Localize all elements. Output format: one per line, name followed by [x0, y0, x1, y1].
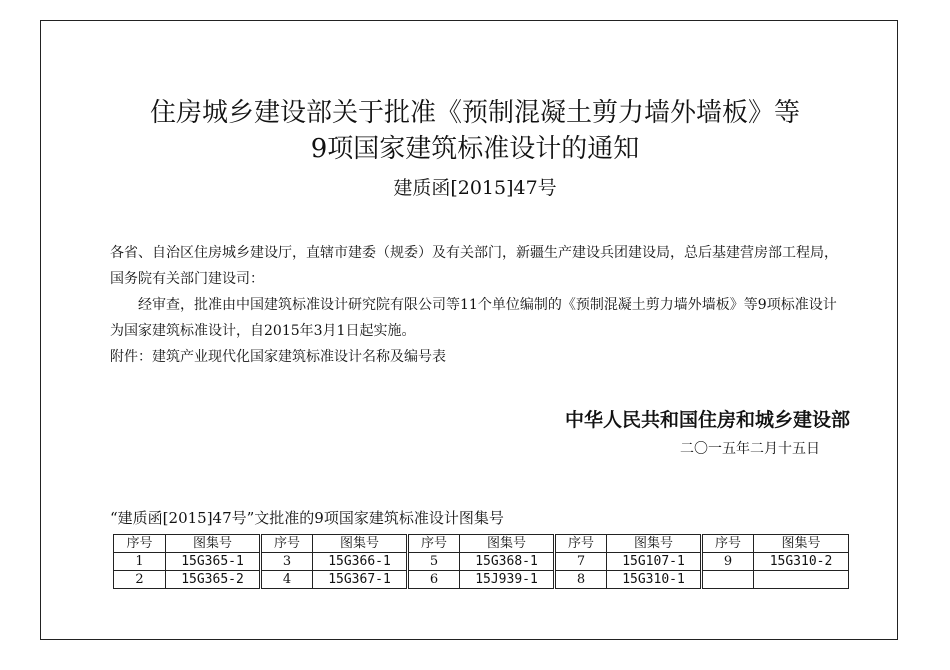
atlas-code-cell: 15G366-1 — [313, 553, 408, 571]
table-row — [114, 571, 849, 589]
header-code: 图集号 — [313, 535, 408, 553]
header-seq: 序号 — [555, 535, 607, 553]
seq-cell: 4 — [261, 571, 313, 589]
issuing-authority: 中华人民共和国住房和城乡建设部 — [564, 409, 850, 431]
seq-cell: 3 — [261, 553, 313, 571]
atlas-code-cell: 15G107-1 — [607, 553, 702, 571]
atlas-code-cell: 15G368-1 — [460, 553, 555, 571]
table-header-row — [114, 535, 849, 553]
seq-cell: 9 — [702, 553, 754, 571]
seq-cell: 8 — [555, 571, 607, 589]
attachment-line: 附件：建筑产业现代化国家建筑标准设计名称及编号表 — [110, 349, 446, 365]
header-code: 图集号 — [754, 535, 849, 553]
table-caption: “建质函[2015]47号”文批准的9项国家建筑标准设计图集号 — [110, 509, 504, 527]
approval-paragraph: 经审查，批准由中国建筑标准设计研究院有限公司等11个单位编制的《预制混凝土剪力墙外墙板》等9项标准设计为国家建筑标准设计，自2015年3月1日起实施。 — [110, 297, 837, 339]
title-line-2: 9项国家建筑标准设计的通知 — [310, 134, 640, 164]
atlas-code-cell — [754, 571, 849, 589]
document-number: 建质函[2015]47号 — [393, 177, 557, 199]
seq-cell — [702, 571, 754, 589]
atlas-code-cell: 15G367-1 — [313, 571, 408, 589]
recipients-paragraph: 各省、自治区住房城乡建设厅，直辖市建委（规委）及有关部门，新疆生产建设兵团建设局，总后基建营房部工程局，国务院有关部门建设司： — [110, 245, 838, 287]
atlas-code-cell: 15J939-1 — [460, 571, 555, 589]
title-line-1: 住房城乡建设部关于批准《预制混凝土剪力墙外墙板》等 — [149, 98, 800, 128]
header-seq: 序号 — [261, 535, 313, 553]
atlas-code-cell: 15G365-2 — [166, 571, 261, 589]
atlas-number-table — [113, 534, 849, 589]
header-seq: 序号 — [114, 535, 166, 553]
header-code: 图集号 — [460, 535, 555, 553]
atlas-code-cell: 15G310-2 — [754, 553, 849, 571]
atlas-code-cell: 15G310-1 — [607, 571, 702, 589]
atlas-code-cell: 15G365-1 — [166, 553, 261, 571]
header-seq: 序号 — [702, 535, 754, 553]
seq-cell: 7 — [555, 553, 607, 571]
header-seq: 序号 — [408, 535, 460, 553]
seq-cell: 6 — [408, 571, 460, 589]
header-code: 图集号 — [607, 535, 702, 553]
seq-cell: 2 — [114, 571, 166, 589]
issue-date: 二〇一五年二月十五日 — [680, 441, 820, 457]
header-code: 图集号 — [166, 535, 261, 553]
seq-cell: 1 — [114, 553, 166, 571]
seq-cell: 5 — [408, 553, 460, 571]
table-row — [114, 553, 849, 571]
